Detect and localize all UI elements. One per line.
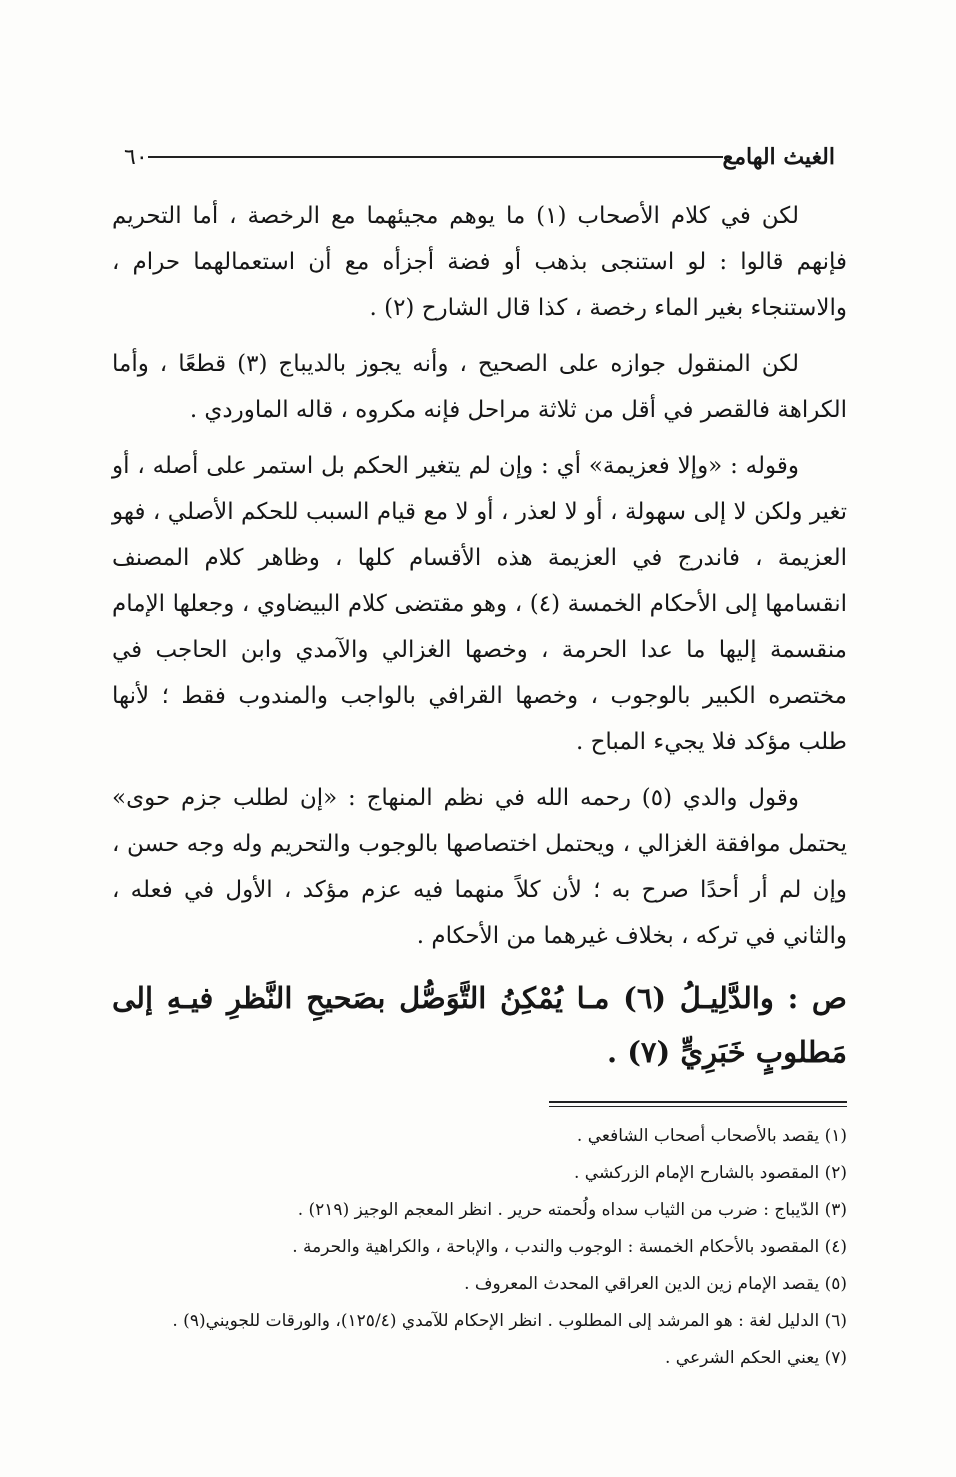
running-title: الغيث الهامع [722,144,835,170]
footnote: (٧) يعني الحكم الشرعي . [664,1348,847,1368]
footnote: (٢) المقصود بالشارح الإمام الزركشي . [573,1163,847,1183]
footnote: (٦) الدليل لغة : هو المرشد إلى المطلوب . انظر الإحكام للآمدي (١٢٥/٤)، والورقات للجويني(٩) . [172,1311,847,1331]
footnote: (١) يقصد بالأصحاب أصحاب الشافعي . [576,1126,847,1146]
main-text [112,193,847,1089]
paragraph: لكن في كلام الأصحاب (١) ما يوهم مجيئهما مع الرخصة ، أما التحريم فإنهم قالوا : لو استنجى بذهب أو فضة أجزأه مع أن استعمالهما حرام ، والاستنجاء بغير الماء رخصة ، كذا قال الشارح (٢) . [112,203,847,321]
paragraph: لكن المنقول جوازه على الصحيح ، وأنه يجوز بالديباج (٣) قطعًا ، وأما الكراهة فالقصر في أقل من ثلاثة مراحل فإنه مكروه ، قاله الماوردي . [112,351,847,423]
matn-text: ص : والدَّلِيـلُ (٦) مـا يُمْكِنُ التَّوَصُّل بصَحيحِ النَّظرِ فيـهِ إلى مَطلوبٍ خَبَرِيٍّ (٧) . [112,981,847,1069]
page-number: ٦٠ [124,144,148,170]
paragraph: وقوله : «وإلا فعزيمة» أي : وإن لم يتغير الحكم بل استمر على أصله ، أو تغير ولكن لا إلى سهولة ، أو لا لعذر ، أو لا مع قيام السبب للحكم الأصلي ، فهو العزيمة ، فاندرج في العزيمة هذه الأقسام كلها ، وظاهر كلام المصنف انقسامها إلى الأحكام الخمسة (٤) ، وهو مقتضى كلام البيضاوي ، وجعلها الإمام منقسمة إليها ما عدا الحرمة ، وخصها الغزالي والآمدي وابن الحاجب في مختصره الكبير بالوجوب ، وخصها القرافي بالواجب والمندوب فقط ؛ لأنها طلب مؤكد فلا يجيء المباح . [112,453,847,755]
header-rule [148,156,723,158]
footnote: (٤) المقصود بالأحكام الخمسة : الوجوب والندب ، والإباحة ، والكراهية والحرمة . [292,1237,847,1257]
footnote: (٣) الدّيباج : ضرب من الثياب سداه ولُحمته حرير . انظر المعجم الوجيز (٢١٩) . [297,1200,847,1220]
page-header [112,140,847,174]
footnote-rule [549,1101,847,1107]
footnote: (٥) يقصد الإمام زين الدين العراقي المحدث المعروف . [464,1274,847,1294]
paragraph: وقول والدي (٥) رحمه الله في نظم المنهاج : «إن لطلب جزم حوى» يحتمل موافقة الغزالي ، ويحتمل اختصاصها بالوجوب والتحريم وله وجه حسن ، وإن لم أر أحدًا صرح به ؛ لأن كلاً منهما فيه عزم مؤكد ، الأول في فعله ، والثاني في تركه ، بخلاف غيرهما من الأحكام . [112,785,847,949]
footnotes [112,1118,847,1377]
